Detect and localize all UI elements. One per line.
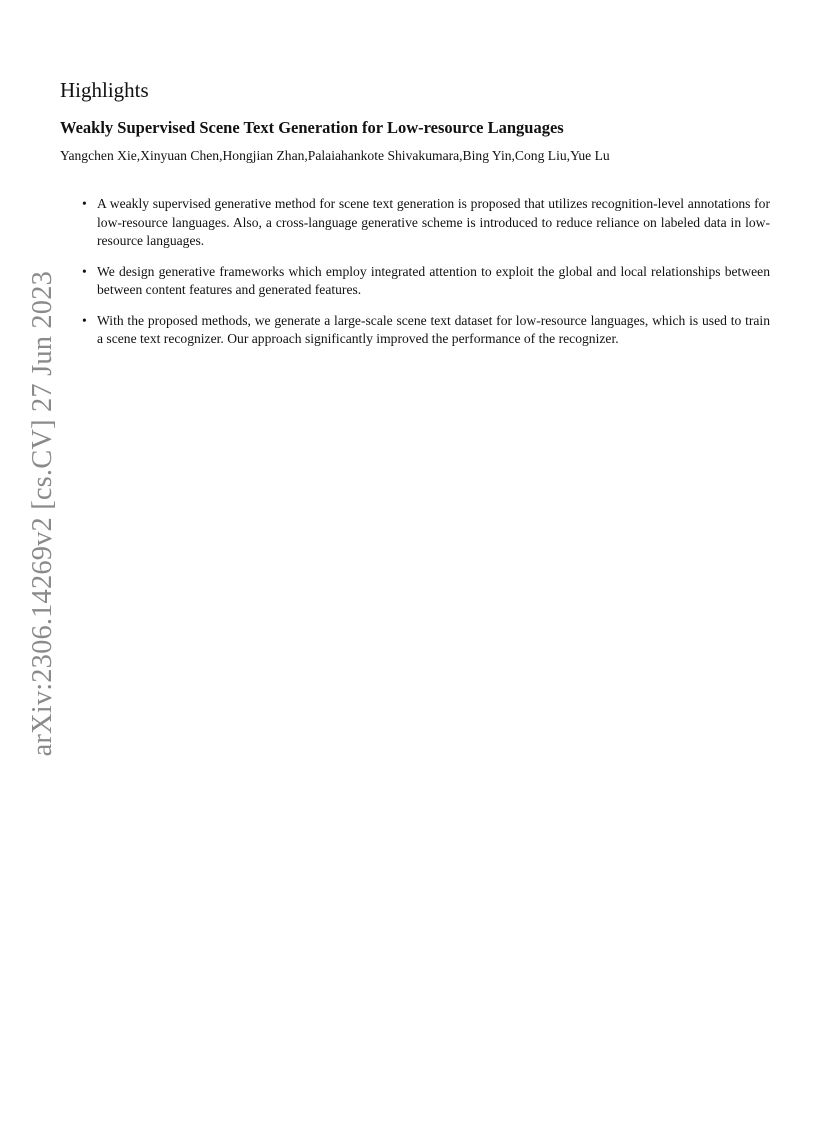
highlight-text: A weakly supervised generative method for scene text generation is proposed that utilizes recognition-level annotations for low-resource languages. Also, a cross-language generative scheme is introduced to reduce reliance on labeled data in low-resource languages. [97, 196, 770, 248]
highlights-heading: Highlights [60, 78, 149, 102]
bullet-icon: • [82, 263, 87, 279]
highlight-item [79, 312, 770, 349]
arxiv-identifier-text: arXiv:2306.14269v2 [cs.CV] 27 Jun 2023 [27, 271, 58, 757]
author-list: Yangchen Xie,Xinyuan Chen,Hongjian Zhan,Palaiahankote Shivakumara,Bing Yin,Cong Liu,Yue Lu [60, 148, 610, 163]
highlight-item [79, 263, 770, 300]
bullet-icon: • [82, 312, 87, 328]
paper-title: Weakly Supervised Scene Text Generation for Low-resource Languages [60, 118, 564, 137]
highlight-text: With the proposed methods, we generate a large-scale scene text dataset for low-resource languages, which is used to train a scene text recognizer. Our approach significantly improved the performance of the recognizer. [97, 312, 770, 346]
highlights-list [79, 195, 770, 361]
arxiv-identifier-stamp [23, 250, 63, 778]
highlight-item [79, 195, 770, 251]
highlight-text: We design generative frameworks which employ integrated attention to exploit the global and local relationships between between content features and generated features. [97, 263, 770, 297]
bullet-icon: • [82, 196, 87, 211]
